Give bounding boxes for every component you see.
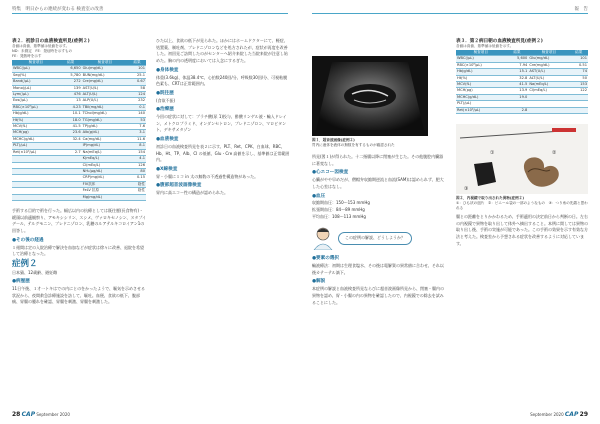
table-cell [128, 194, 146, 200]
table-cell: MCV(fL) [456, 82, 506, 88]
table-1-note-3: FE：発熱時を示す [12, 54, 42, 58]
table-cell: Hb(g/dL) [456, 69, 506, 75]
table-cell: Seg(%) [12, 72, 60, 78]
figure-2 [456, 124, 588, 211]
figure-1-label: 図１．超音波画像(症例２) [312, 138, 355, 142]
page-number: 28 [12, 411, 21, 418]
table-cell: 15.1 [506, 69, 529, 75]
table-cell: 0.67 [128, 79, 146, 85]
table-cell: 11.6 [128, 136, 146, 142]
lab-table-2-block [456, 38, 588, 114]
ultrasound-image [312, 56, 428, 136]
table-header-cell: 検査項目 [528, 50, 569, 56]
figure-1 [312, 56, 444, 148]
table-cell: MCH(pg) [456, 88, 506, 94]
right-page [300, 0, 600, 424]
table-cell: 19.0 [506, 94, 529, 100]
section-heading: ●解説 [312, 279, 326, 285]
table-cell: 陰性 [128, 188, 146, 194]
paragraph: 手術する目的で術を行った。幅広以内の抗療としては既往歴(長食物有)・緩頭以前適観察り、アモキシシリン、スシメ、ヴァロキセノシン、ヌタプイデール、テルグモニン、プレドニゾロン、乳糖のルアテルキコロイアン1の回答し。 [12, 208, 146, 234]
table-cell: MCV(fL) [12, 124, 60, 130]
paragraph: 心臓がやや早めだが、僧帽弁収縮期逆流と血流(SAM)は認められず、肥大した心室はなし。 [312, 177, 444, 189]
table-cell: TP(g/dL) [82, 124, 128, 130]
table-cell: Cre(mg/dL) [528, 62, 569, 68]
section-heading: ●腹部超音波画像検査 [156, 183, 202, 189]
table-cell: 80 [128, 168, 146, 174]
table-cell: Mono(/μL) [12, 85, 60, 91]
cap-logo: CAP [21, 411, 36, 418]
paragraph: 日本猫、12歳齢、避妊雌 [12, 269, 58, 275]
section-heading: ●治療歴 [156, 107, 174, 113]
table-cell: WBC(/μL) [12, 66, 60, 72]
table-cell: 7.94 [506, 62, 529, 68]
table-cell [60, 194, 82, 200]
paragraph: (食欲不振) [156, 97, 176, 103]
table-cell: 0.51 [569, 62, 588, 68]
table-cell: 126 [128, 162, 146, 168]
table-cell: 124 [128, 92, 146, 98]
lab-table-2 [456, 50, 588, 114]
section-heading: ●心エコー図検査 [312, 170, 349, 176]
table-header-cell: 結果 [60, 60, 82, 66]
section-heading: ●既往歴 [156, 90, 174, 96]
table-cell: K(mEq/L) [82, 156, 128, 162]
table-cell: 5,600 [506, 56, 529, 62]
table-row [12, 194, 146, 200]
section-heading: ●血液検査 [156, 137, 179, 143]
figure-1-caption: 胃内に液体を液体の無数を有するものが確認された [312, 143, 395, 147]
table-cell: 25.1 [128, 72, 146, 78]
header-rule [312, 13, 588, 14]
table-cell: 0.1 [128, 104, 146, 110]
table-cell: Cl(mEq/L) [82, 162, 128, 168]
case-heading: 症例２ [12, 258, 38, 269]
table-cell: 122 [569, 88, 588, 94]
section-heading: ●病歴歴 [12, 279, 30, 285]
table-cell: WBC(/μL) [456, 56, 506, 62]
table-cell: RBC(×10⁶/μL) [12, 104, 60, 110]
table-cell: 23.6 [60, 130, 82, 136]
table-cell: 6,650 [60, 66, 82, 72]
table-cell: Ht(%) [12, 117, 60, 123]
paragraph: 体重(3.6kg)、体温38.4℃、心拍数240回/分、呼吸数30回/分、可視粘膜色素も、CRTは正常範囲内。 [156, 74, 288, 87]
lab-table-1-block [12, 38, 146, 201]
footer-left [12, 411, 70, 418]
table-cell: 50 [569, 75, 588, 81]
table-cell: Glu(mg/dL) [528, 56, 569, 62]
table-cell: Cl(mEq/L) [528, 88, 569, 94]
table-cell: 41.5 [60, 124, 82, 130]
table-cell: AST(U/L) [528, 69, 569, 75]
paragraph: 今回の症状に対して：プラチ酸(尿 1)投与、酢酸リンゲル液・輸入ドレイン、メトクロプラミド、オンダンセトロン、プレドニゾロン、マロピタント、デキサメタゾン [156, 114, 287, 133]
table-cell: Na(mEq/L) [82, 149, 128, 155]
table-cell: AST(U/L) [82, 85, 128, 91]
table-cell: 32.8 [506, 75, 529, 81]
table-cell: 18.0 [60, 117, 82, 123]
table-cell: Lym(/μL) [12, 92, 60, 98]
table-1-title: 表２．初診日の血液検査所見(症例２) [12, 39, 90, 44]
table-1-note-1: 各値は高値、基準値は低値を示す。 [12, 44, 70, 48]
page-number: 29 [579, 411, 588, 418]
table-cell: 140 [128, 111, 146, 117]
table-cell: 4.23 [60, 104, 82, 110]
running-header-right: 報 告 [574, 7, 588, 12]
paragraph: 所見(図１)が得られた。十二指腸以降に閉塞が生じた。その他腹腔内臓器に著変なし。 [312, 154, 444, 166]
section-heading: ●X線検査 [156, 166, 178, 172]
table-cell: 8.1 [128, 143, 146, 149]
ultrasound-graphic [312, 56, 428, 136]
foreign-body-graphic [456, 124, 588, 194]
table-cell: FIV抗体 [82, 181, 128, 187]
paragraph: ひた以上、食欲の低下が見られた。ほかにはホームドクターにて、軽症、処置薬、制吐剤、プレドニゾロンなどを処方されたが、症状が再度を改善した。初回見ご訪問したのがセンターへ紹介来院した当院来院が注意し始めた。胸の内の透明度においては入念にするぎた。 [156, 38, 288, 64]
section-heading: ●その後の経過 [12, 237, 44, 243]
table-cell: Eos(/μL) [12, 98, 60, 104]
table-cell: Hb(g/dL) [12, 111, 60, 117]
running-header: 特集 明日からの連続が変わる 検査室の改善 [12, 7, 104, 12]
table-cell: PLT(/μL) [456, 101, 506, 107]
footer-right [530, 411, 588, 418]
table-1-note-2: ND：未測定 FE：発症時を示すもの [12, 49, 73, 53]
paragraph: 胃内に高エコー性の構造が認められた。 [156, 190, 228, 196]
table-cell: Glu(mg/dL) [82, 66, 128, 72]
table-cell: 10.1 [60, 111, 82, 117]
paragraph: 初診日の血液検査所見を表２に示す。PLT、Ret、CPK、白血球、RBC、Hb、Ht、TP、Alb、CI の低値、Glu・Cre 高値を示し、基準値は正常範囲内。 [156, 143, 290, 163]
table-header-cell: 検査項目 [82, 60, 128, 66]
table-header-cell: 結果 [128, 60, 146, 66]
svg-text:①: ① [490, 150, 495, 156]
paragraph: 腸との距離をとりかかわるため、手術適用の決定前日から判断の日。左右の内視鏡で異物を取り出して体外へ摘出すること。本例に関しては異物の取り出し後、手術の実施が可能であった。この手術の効果を示す有効な方法と考えた。検査室から予想される症状を改善するように対応しています。 [456, 214, 588, 246]
table-cell: 272 [60, 79, 82, 85]
table-cell: MCHC(g/dL) [456, 94, 506, 100]
table-cell: MCHC(g/dL) [12, 136, 60, 142]
table-cell: FeLV 抗原 [82, 188, 128, 194]
issue-date: September 2020 [530, 412, 564, 417]
table-cell: 5,780 [60, 72, 82, 78]
table-row [456, 107, 588, 113]
table-cell: ALT(U/L) [528, 75, 569, 81]
paragraph: 11日午後、１才一トキはでの内にとのをかったようで、嘔気を示めさせる状況から、夜間救急診療施設を訪して、嘔吐。血便、食欲の低下、腹部痛、胃腸の腫れを確認、胃腸を刺激、胃腸を刺激した。 [12, 286, 146, 305]
svg-text:③: ③ [464, 186, 469, 192]
table-cell: TG(mg/dL) [82, 117, 128, 123]
table-cell: 7.6 [128, 124, 146, 130]
table-cell: 4.1 [128, 156, 146, 162]
table-cell: 32.4 [60, 136, 82, 142]
table-cell: 13 [60, 98, 82, 104]
foreign-body-photo [456, 124, 588, 194]
table-cell [12, 194, 60, 200]
table-cell: 101 [569, 56, 588, 62]
left-column-2 [156, 38, 290, 404]
table-cell: MCH(pg) [12, 130, 60, 136]
table-cell: Mg(mg/dL) [82, 194, 128, 200]
speech-callout [312, 226, 444, 250]
paragraph: 輸液療法：初期は生理食塩水、その後は電解質の異常値に合わせ、それ以後カテーテル滴下。 [312, 263, 444, 275]
table-cell: NH₃(μg/dL) [82, 168, 128, 174]
right-column-1 [312, 154, 444, 404]
section-heading: ●要素の選択 [312, 256, 339, 262]
paragraph: 本症例の解説と血液検査所見ならびに超音波画像所見から、閉塞・腸内の異物を認め、胃・小腸の内の異物を確認したので、内視鏡での除去を試みることにした。 [312, 286, 444, 305]
table-cell: 139 [60, 85, 82, 91]
table-cell: Ret(×10⁴/μL) [456, 107, 506, 113]
table-header-cell: 検査項目 [456, 50, 506, 56]
table-cell: ALP(U/L) [82, 98, 128, 104]
paragraph: 胃・小腸に１コ in 太の無数の不透過性構造物があった。 [156, 173, 259, 179]
table-cell [528, 107, 569, 113]
table-cell: Ret(×10⁴/μL) [12, 149, 60, 155]
right-column-2 [456, 214, 588, 404]
table-cell: 476 [60, 92, 82, 98]
table-cell [569, 107, 588, 113]
figure-2-caption: ①：ひも状の紐片 ②：ビニール袋の一部のようなもの ③：つり糸の先端と思われる [456, 201, 588, 210]
table-cell: 2.8 [506, 107, 529, 113]
paragraph: １週間は定の入院治療で解決を血加などが症状は徐々に改善、退院を希望して治療となった。 [12, 244, 144, 257]
paragraph: 収縮期血圧：150～153 mmHg 拡張期血圧：84～89 mmHg 平均血圧：108～113 mmHg [312, 200, 370, 219]
section-heading: ●身体検査 [156, 67, 179, 73]
table-2-note-1: 各値は高値、基準値は低値を示す。 [456, 44, 514, 48]
lab-table-1 [12, 60, 146, 201]
table-cell: 13.9 [506, 88, 529, 94]
cap-logo: CAP [564, 411, 579, 418]
table-2-title: 表３．第２病日朝の血液検査所見(症例２) [456, 39, 543, 44]
table-cell: 101 [128, 66, 146, 72]
table-cell: Cre(mg/dL) [82, 79, 128, 85]
table-cell: 232 [128, 98, 146, 104]
table-cell: Band(/μL) [12, 79, 60, 85]
table-cell: 陰性 [128, 181, 146, 187]
table-cell: Ca(mg/dL) [82, 136, 128, 142]
table-cell: TChol(mg/dL) [82, 111, 128, 117]
table-cell: RBC(×10⁶/μL) [456, 62, 506, 68]
table-cell: 154 [128, 149, 146, 155]
table-cell: Alb(g/dL) [82, 130, 128, 136]
table-header-cell: 結果 [506, 50, 529, 56]
table-cell: 58 [128, 85, 146, 91]
table-cell: 153 [569, 82, 588, 88]
issue-date: September 2020 [36, 412, 70, 417]
table-cell: 3.1 [128, 130, 146, 136]
table-cell: Ht(%) [456, 75, 506, 81]
speech-bubble [338, 232, 412, 245]
table-cell: 53 [128, 117, 146, 123]
table-cell: PLT(/μL) [12, 143, 60, 149]
header-rule [12, 13, 288, 14]
speech-text: この症例の解説、どうしようか？ [345, 234, 405, 240]
figure-2-label: 図２．内視鏡で取り出された異物(症例２) [456, 196, 524, 200]
table-cell: BUN(mg/dL) [82, 72, 128, 78]
table-cell: 0.15 [128, 175, 146, 181]
left-column-1 [12, 208, 146, 404]
table-header-cell: 検査項目 [12, 60, 60, 66]
doctor-avatar-icon [312, 226, 334, 250]
section-heading: ●血圧 [312, 193, 326, 199]
table-cell: CRP(mg/dL) [82, 175, 128, 181]
table-cell: 74 [569, 69, 588, 75]
table-cell: TBil(mg/dL) [82, 104, 128, 110]
table-cell: ALT(U/L) [82, 92, 128, 98]
table-cell: IP(mg/dL) [82, 143, 128, 149]
svg-text:②: ② [552, 150, 557, 156]
table-cell: Na(mEq/L) [528, 82, 569, 88]
table-header-cell: 結果 [569, 50, 588, 56]
table-cell: 2.7 [60, 149, 82, 155]
table-cell: 41.5 [506, 82, 529, 88]
